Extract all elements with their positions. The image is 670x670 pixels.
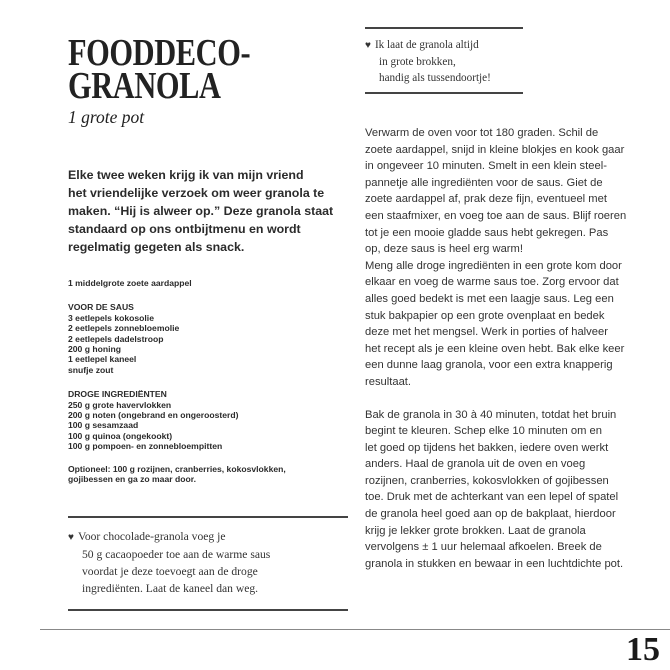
method-line: de granola heel goed aan op de bakplaat, hierdoor [365, 508, 616, 521]
method-line: rozijnen, cranberries, kokosvlokken of gojibessen [365, 474, 609, 487]
ingredient-item: snufje zout [68, 364, 114, 375]
method-line: zoete aardappel af, prak deze fijn, eventueel met [365, 193, 607, 206]
method-line: in ongeveer 10 minuten. Smelt in een klein steel- [365, 160, 607, 173]
method-line: het recept als je een kleine oven hebt. Bak elke keer [365, 342, 625, 355]
ingredient-item: 2 eetlepels zonnebloemolie [68, 323, 180, 334]
method-line: Verwarm de oven voor tot 180 graden. Schil de [365, 127, 599, 139]
recipe-title [68, 32, 348, 107]
method-line: krijg je lekker grote brokken. Laat de granola [365, 524, 586, 537]
ingredient-item: 1 eetlepel kaneel [68, 354, 137, 365]
method-line: vervolgens ± 1 uur helemaal afkoelen. Breek de [365, 541, 602, 554]
method-line: op, deze saus is heel erg warm! [365, 243, 523, 256]
method-line: granola in stukken en bewaar in een luchtdichte pot. [365, 557, 624, 570]
ingredient-item: 200 g honing [68, 344, 121, 355]
ingredient-item: 200 g noten (ongebrand en ongeroosterd) [68, 410, 239, 421]
dry-heading: DROGE INGREDIËNTEN [68, 389, 167, 400]
intro-line: standaard op ons ontbijtmenu en wordt [68, 222, 301, 236]
intro-line: het vriendelijke verzoek om weer granola te [68, 186, 325, 200]
tip-line: voordat je deze toevoegt aan de droge [82, 565, 258, 578]
tip-box-chocolate [68, 516, 348, 611]
method-paragraph-2 [365, 407, 647, 573]
dry-ingredients [68, 389, 348, 451]
method-line: stuk bakpapier op een grote ovenplaat en bedek [365, 309, 605, 322]
method-line: pannetje alle ingrediënten voor de saus. Giet de [365, 176, 603, 189]
tip-box-chunks [365, 27, 523, 94]
left-column [68, 32, 348, 485]
method-line: begint te kleuren. Schep elke 10 minuten om en [365, 425, 602, 438]
ingredient-item: 3 eetlepels kokosolie [68, 312, 154, 323]
tip-line: handig als tussendoortje! [379, 72, 491, 84]
ingredient-main: 1 middelgrote zoete aardappel [68, 278, 192, 288]
page-number: 15 [626, 631, 660, 668]
heart-icon: ♥ [365, 40, 371, 51]
recipe-yield: 1 grote pot [68, 107, 145, 127]
optional-line: Optioneel: 100 g rozijnen, cranberries, kokosvlokken, [68, 463, 286, 474]
method-line: deze met het mengsel. Werk in porties of halveer [365, 326, 608, 339]
ingredient-item: 100 g pompoen- en zonnebloempitten [68, 441, 223, 452]
intro-paragraph [68, 166, 348, 256]
ingredient-item: 100 g sesamzaad [68, 420, 139, 431]
intro-line: maken. “Hij is alweer op.” Deze granola staat [68, 204, 334, 218]
method-line: een dunne laag granola, voor een extra knapperig [365, 359, 613, 372]
ingredient-item: 2 eetlepels dadelstroop [68, 333, 164, 344]
sauce-ingredients [68, 302, 348, 375]
method-line: toe. Druk met de achterkant van een lepel of spatel [365, 491, 619, 504]
method-line: resultaat. [365, 375, 412, 388]
footer-divider [40, 629, 670, 630]
method-line: Bak de granola in 30 à 40 minuten, totdat het bruin [365, 408, 617, 421]
method-line: alles goed bedekt is met een laagje saus. Leg een [365, 292, 614, 305]
method-line: zoete aardappel, snijd in kleine blokjes en kook gaar [365, 143, 625, 156]
tip-line: ingrediënten. Laat de kaneel dan weg. [82, 582, 259, 595]
tip-line: ♥ Ik laat de granola altijd [365, 39, 479, 51]
optional-note [68, 464, 348, 485]
intro-line: regelmatig gegeten als snack. [68, 240, 245, 254]
intro-line: Elke twee weken krijg ik van mijn vriend [68, 168, 304, 182]
tip-line: ♥ Voor chocolade-granola voeg je [68, 530, 226, 543]
title-line: GRANOLA [68, 65, 221, 107]
method-line: elkaar en voeg de warme saus toe. Zorg ervoor dat [365, 276, 619, 289]
optional-line: gojibessen en ga zo maar door. [68, 474, 196, 485]
method-line: let goed op tijdens het bakken, iedere oven werkt [365, 441, 609, 454]
tip-line: 50 g cacaopoeder toe aan de warme saus [82, 548, 271, 561]
method-line: een staafmixer, en voeg toe aan de saus. Blijf roeren [365, 209, 627, 222]
tip-line: in grote brokken, [379, 56, 456, 68]
heart-icon: ♥ [68, 532, 74, 543]
method-line: tot je een mooie gladde saus hebt gekregen. Pas [365, 226, 609, 239]
method-text [365, 125, 647, 572]
method-line: anders. Haal de granola uit de oven en voeg [365, 458, 586, 471]
method-line: Meng alle droge ingrediënten in een grote kom door [365, 259, 622, 272]
ingredient-item: 100 g quinoa (ongekookt) [68, 430, 173, 441]
ingredient-item: 250 g grote havervlokken [68, 399, 172, 410]
method-paragraph-1 [365, 125, 647, 391]
sauce-heading: VOOR DE SAUS [68, 302, 134, 313]
title-line: FOODDECO- [68, 32, 251, 74]
